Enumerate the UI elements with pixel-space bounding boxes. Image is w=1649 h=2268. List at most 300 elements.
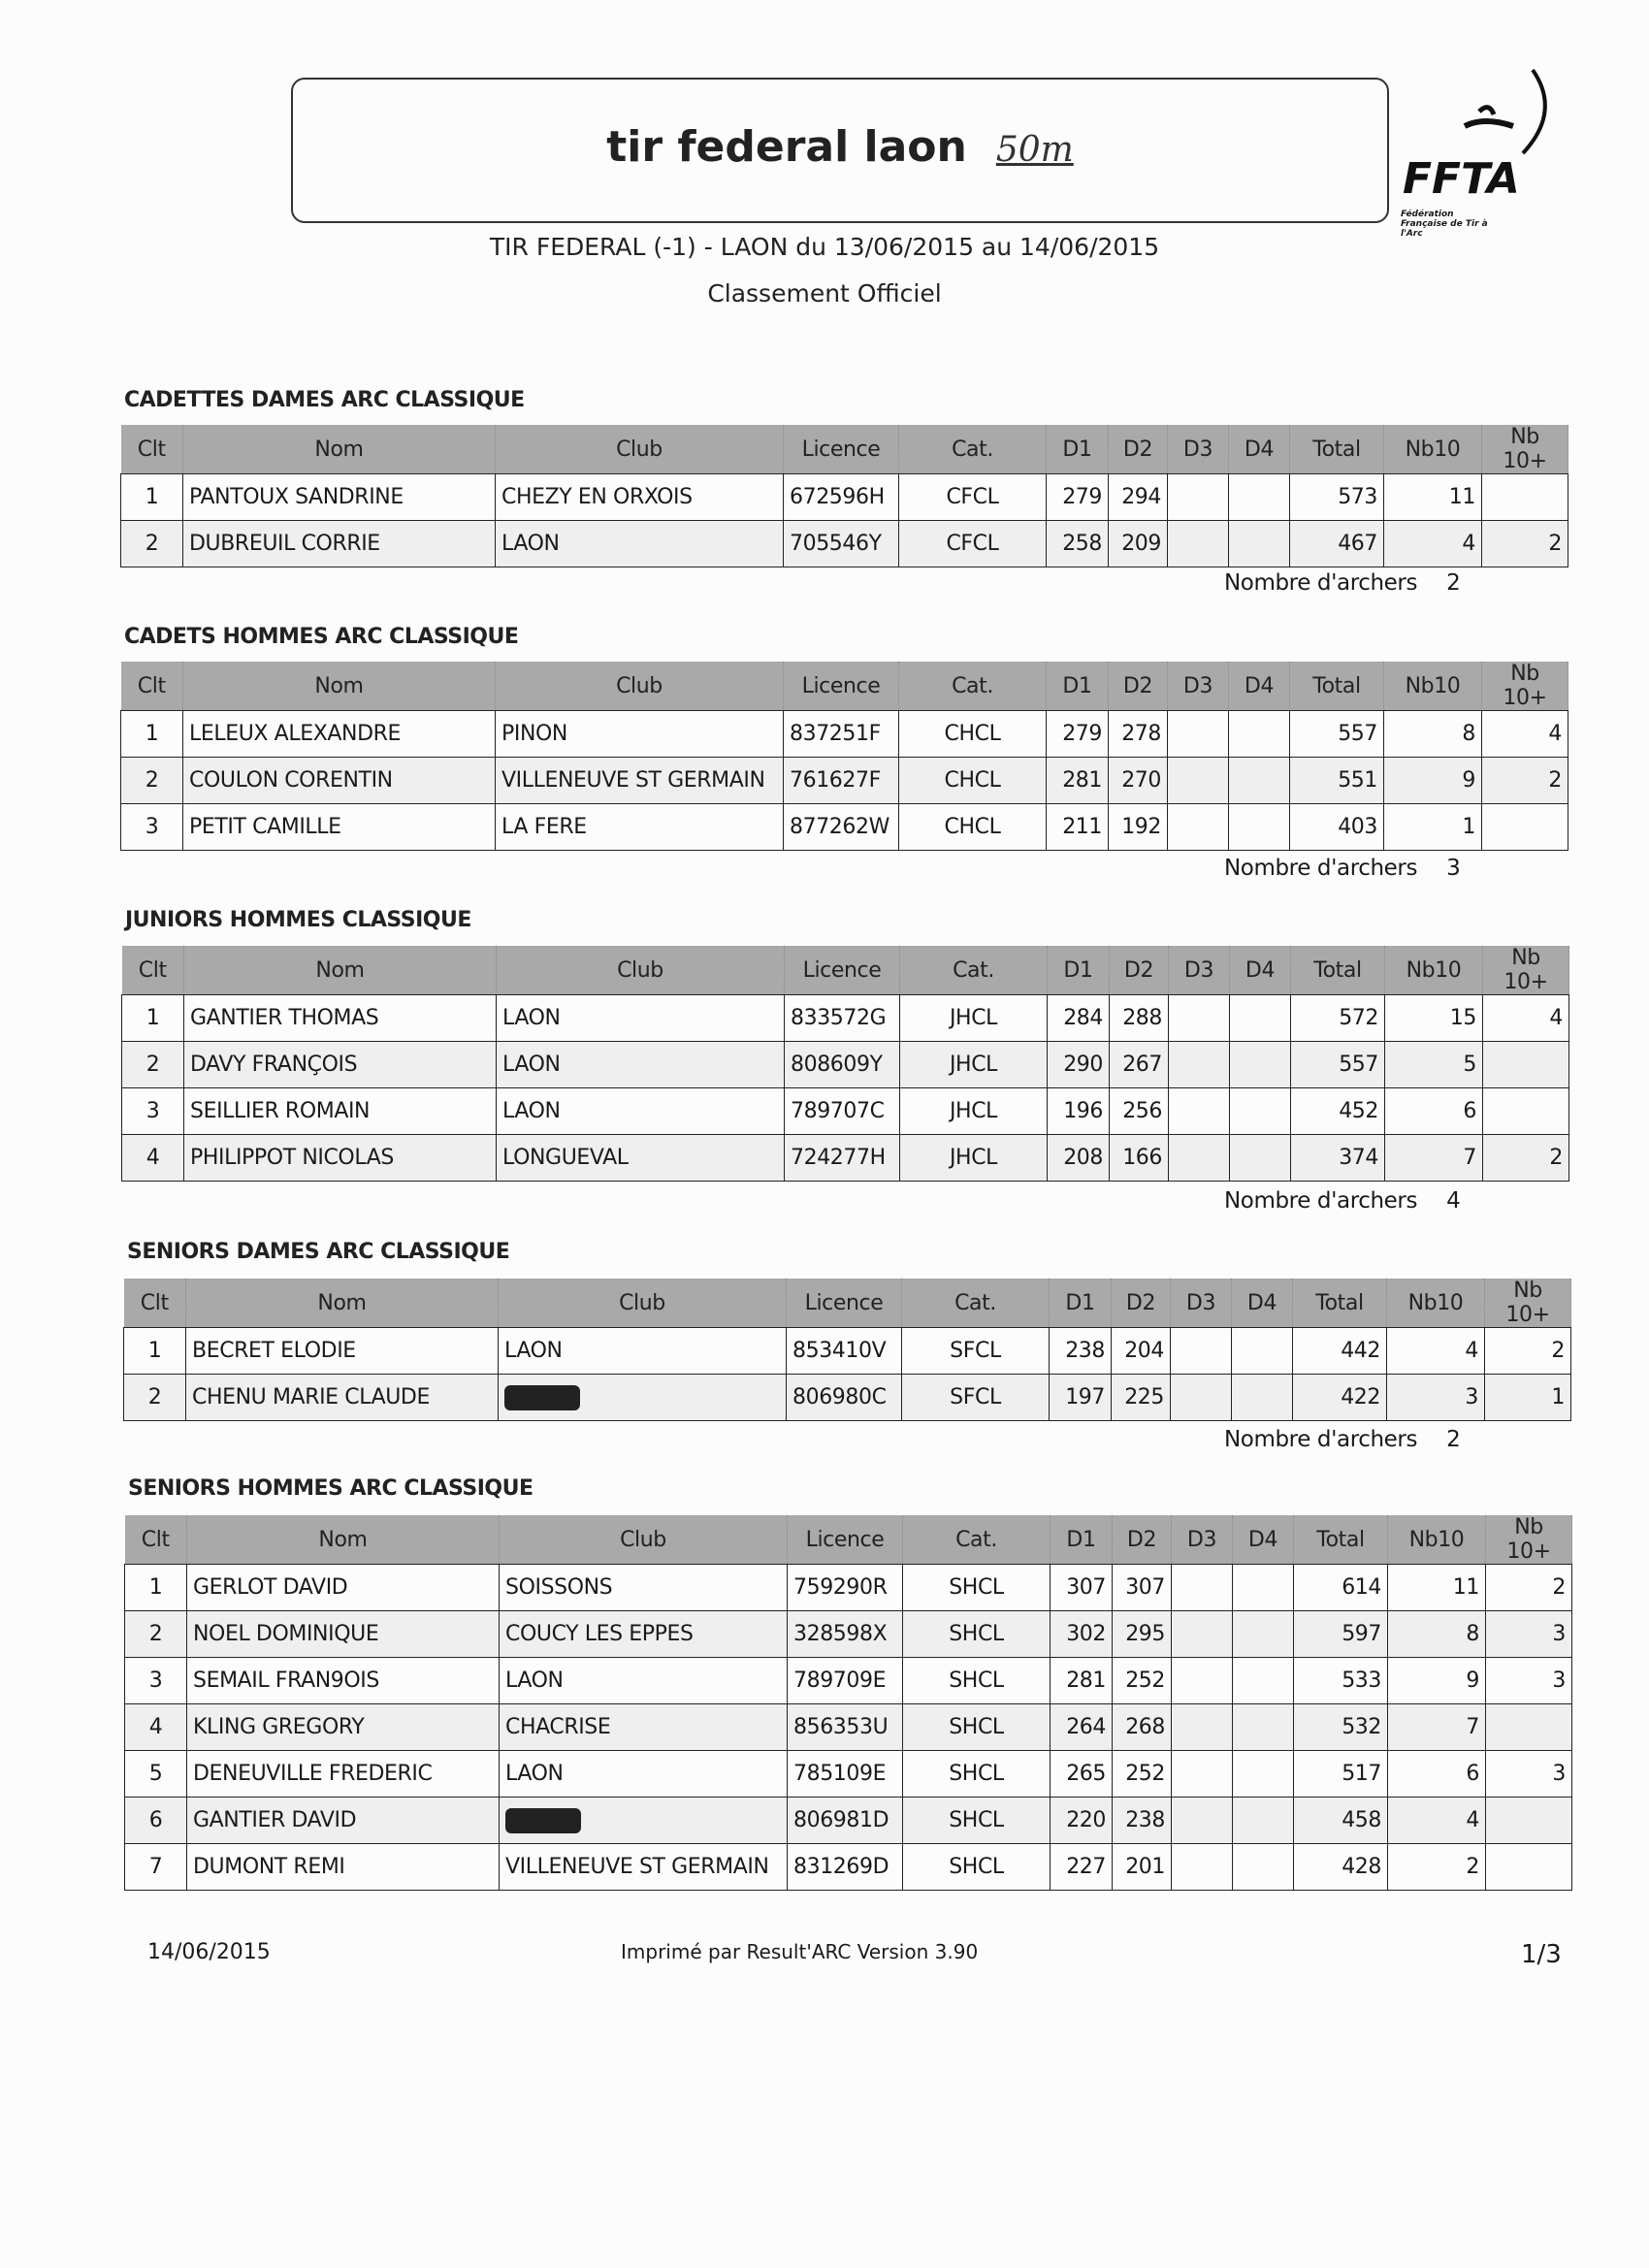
column-header: Nb 10+ <box>1483 946 1569 995</box>
cell-d4 <box>1230 1088 1291 1135</box>
cell-nom: BECRET ELODIE <box>186 1328 499 1375</box>
archer-count-label: Nombre d'archers <box>1224 856 1418 881</box>
cell-d2: 252 <box>1113 1751 1172 1798</box>
cell-nb10: 6 <box>1385 1088 1483 1135</box>
column-header: Nb10 <box>1384 662 1482 711</box>
cell-d3 <box>1172 1611 1233 1658</box>
cell-club: COUCY LES EPPES <box>500 1611 788 1658</box>
cell-clt: 2 <box>125 1611 187 1658</box>
cell-licence: 806981D <box>788 1798 903 1844</box>
table-header <box>121 662 1568 711</box>
cell-d3 <box>1172 1798 1233 1844</box>
column-header: Nom <box>186 1279 499 1328</box>
cell-d1: 197 <box>1050 1375 1112 1421</box>
cell-total: 551 <box>1290 758 1384 804</box>
cell-nb10: 7 <box>1388 1704 1486 1751</box>
cell-d3 <box>1172 1844 1233 1891</box>
column-header: Clt <box>121 662 183 711</box>
cell-nb10: 7 <box>1385 1135 1483 1182</box>
table-row <box>125 1565 1572 1611</box>
cell-cat: CHCL <box>899 758 1047 804</box>
page-number: 1/3 <box>1521 1940 1562 1969</box>
cell-nom: KLING GREGORY <box>187 1704 500 1751</box>
cell-d1: 279 <box>1047 474 1109 521</box>
table-row <box>121 804 1568 851</box>
cell-cat: CFCL <box>899 474 1047 521</box>
cell-licence: 759290R <box>788 1565 903 1611</box>
cell-clt: 3 <box>121 804 183 851</box>
cell-nb-10 <box>1486 1798 1572 1844</box>
cell-d4 <box>1233 1565 1294 1611</box>
cell-licence: 761627F <box>784 758 899 804</box>
cell-d1: 238 <box>1050 1328 1112 1375</box>
column-header: D3 <box>1171 1279 1232 1328</box>
cell-d2: 307 <box>1113 1565 1172 1611</box>
column-header: Cat. <box>903 1515 1051 1565</box>
cell-d2: 252 <box>1113 1658 1172 1704</box>
cell-club: LAON <box>497 1088 785 1135</box>
cell-licence: 806980C <box>787 1375 902 1421</box>
column-header: Nb 10+ <box>1485 1279 1571 1328</box>
cell-d2: 294 <box>1109 474 1168 521</box>
cell-nom: SEILLIER ROMAIN <box>184 1088 497 1135</box>
cell-d1: 307 <box>1051 1565 1113 1611</box>
cell-cat: SHCL <box>903 1844 1051 1891</box>
cell-nb10: 2 <box>1388 1844 1486 1891</box>
cell-clt: 2 <box>124 1375 186 1421</box>
cell-clt: 4 <box>125 1704 187 1751</box>
redaction-mark <box>504 1385 580 1410</box>
column-header: D4 <box>1229 662 1290 711</box>
redaction-mark <box>505 1808 581 1833</box>
cell-licence: 705546Y <box>784 521 899 567</box>
table-row <box>125 1658 1572 1704</box>
cell-d1: 211 <box>1047 804 1109 851</box>
cell-nb10: 9 <box>1384 758 1482 804</box>
section-title: SENIORS HOMMES ARC CLASSIQUE <box>128 1476 534 1501</box>
footer-date: 14/06/2015 <box>147 1940 271 1964</box>
cell-d3 <box>1169 1135 1230 1182</box>
cell-nb-10: 1 <box>1485 1375 1571 1421</box>
archer-count <box>1224 1188 1460 1214</box>
column-header: Cat. <box>902 1279 1050 1328</box>
cell-total: 572 <box>1291 995 1385 1042</box>
column-header: Licence <box>785 946 900 995</box>
cell-d2: 238 <box>1113 1798 1172 1844</box>
cell-d3 <box>1169 995 1230 1042</box>
cell-club: LAON <box>496 521 784 567</box>
table-row <box>125 1751 1572 1798</box>
title-text: tir federal laon <box>606 122 967 172</box>
cell-nb-10 <box>1482 474 1568 521</box>
cell-d4 <box>1233 1751 1294 1798</box>
cell-total: 597 <box>1294 1611 1388 1658</box>
cell-nb10: 8 <box>1388 1611 1486 1658</box>
column-header: Licence <box>784 425 899 474</box>
column-header: Clt <box>121 425 183 474</box>
cell-d1: 258 <box>1047 521 1109 567</box>
cell-cat: SHCL <box>903 1658 1051 1704</box>
cell-clt: 1 <box>124 1328 186 1375</box>
cell-total: 557 <box>1290 711 1384 758</box>
cell-d4 <box>1229 758 1290 804</box>
results-table <box>121 946 1569 1182</box>
cell-nb-10: 4 <box>1483 995 1569 1042</box>
cell-nom: DENEUVILLE FREDERIC <box>187 1751 500 1798</box>
table-header <box>124 1279 1571 1328</box>
cell-licence: 833572G <box>785 995 900 1042</box>
column-header: Clt <box>122 946 184 995</box>
column-header: D1 <box>1047 662 1109 711</box>
table-row <box>121 474 1568 521</box>
cell-total: 458 <box>1294 1798 1388 1844</box>
cell-d4 <box>1230 1135 1291 1182</box>
column-header: D4 <box>1233 1515 1294 1565</box>
cell-nom: DUMONT REMI <box>187 1844 500 1891</box>
cell-d1: 265 <box>1051 1751 1113 1798</box>
cell-d3 <box>1168 474 1229 521</box>
archer-count-label: Nombre d'archers <box>1224 1427 1418 1452</box>
column-header: Total <box>1291 946 1385 995</box>
cell-nb-10: 2 <box>1483 1135 1569 1182</box>
cell-nb-10 <box>1486 1704 1572 1751</box>
cell-cat: JHCL <box>900 1088 1048 1135</box>
cell-club: LAON <box>500 1751 788 1798</box>
cell-licence: 856353U <box>788 1704 903 1751</box>
cell-d1: 264 <box>1051 1704 1113 1751</box>
cell-cat: JHCL <box>900 1135 1048 1182</box>
cell-nom: GANTIER DAVID <box>187 1798 500 1844</box>
cell-nb-10: 3 <box>1486 1658 1572 1704</box>
results-table <box>120 662 1568 851</box>
cell-nom: LELEUX ALEXANDRE <box>183 711 496 758</box>
cell-nb10: 4 <box>1384 521 1482 567</box>
column-header: D3 <box>1168 662 1229 711</box>
cell-nb-10: 2 <box>1486 1565 1572 1611</box>
cell-nb-10: 3 <box>1486 1611 1572 1658</box>
table-row <box>125 1844 1572 1891</box>
column-header: Nb 10+ <box>1482 425 1568 474</box>
cell-cat: SHCL <box>903 1704 1051 1751</box>
cell-total: 422 <box>1293 1375 1387 1421</box>
cell-d4 <box>1229 474 1290 521</box>
cell-total: 428 <box>1294 1844 1388 1891</box>
cell-clt: 3 <box>125 1658 187 1704</box>
column-header: Nb10 <box>1385 946 1483 995</box>
column-header: Nb10 <box>1388 1515 1486 1565</box>
document-title <box>293 122 1387 172</box>
cell-clt: 4 <box>122 1135 184 1182</box>
cell-d1: 302 <box>1051 1611 1113 1658</box>
cell-d1: 281 <box>1047 758 1109 804</box>
cell-d2: 256 <box>1110 1088 1169 1135</box>
cell-d4 <box>1230 1042 1291 1088</box>
column-header: Nom <box>184 946 497 995</box>
cell-clt: 5 <box>125 1751 187 1798</box>
cell-club: LAON <box>500 1658 788 1704</box>
cell-nom: SEMAIL FRAN9OIS <box>187 1658 500 1704</box>
cell-total: 467 <box>1290 521 1384 567</box>
cell-nb10: 4 <box>1388 1798 1486 1844</box>
archer-count-label: Nombre d'archers <box>1224 570 1418 596</box>
cell-d3 <box>1172 1658 1233 1704</box>
archer-count <box>1224 856 1460 881</box>
column-header: Licence <box>787 1279 902 1328</box>
cell-nom: GANTIER THOMAS <box>184 995 497 1042</box>
logo-subtext: Fédération Française de Tir à l'Arc <box>1401 210 1488 239</box>
cell-cat: JHCL <box>900 995 1048 1042</box>
cell-licence: 877262W <box>784 804 899 851</box>
cell-d1: 208 <box>1048 1135 1110 1182</box>
cell-total: 517 <box>1294 1751 1388 1798</box>
section-title: JUNIORS HOMMES CLASSIQUE <box>125 908 471 932</box>
cell-d2: 204 <box>1112 1328 1171 1375</box>
cell-d3 <box>1171 1375 1232 1421</box>
cell-total: 557 <box>1291 1042 1385 1088</box>
cell-d2: 209 <box>1109 521 1168 567</box>
cell-licence: 831269D <box>788 1844 903 1891</box>
cell-d4 <box>1233 1844 1294 1891</box>
ffta-logo <box>1397 68 1552 243</box>
cell-cat: SHCL <box>903 1611 1051 1658</box>
cell-nom: PHILIPPOT NICOLAS <box>184 1135 497 1182</box>
table-row <box>125 1798 1572 1844</box>
cell-d4 <box>1233 1611 1294 1658</box>
cell-d4 <box>1229 804 1290 851</box>
column-header: D2 <box>1109 425 1168 474</box>
section-title: CADETS HOMMES ARC CLASSIQUE <box>124 625 519 649</box>
cell-total: 452 <box>1291 1088 1385 1135</box>
column-header: Nb10 <box>1384 425 1482 474</box>
cell-nb-10 <box>1482 804 1568 851</box>
cell-d1: 279 <box>1047 711 1109 758</box>
cell-licence: 808609Y <box>785 1042 900 1088</box>
table-row <box>125 1704 1572 1751</box>
column-header: Nb10 <box>1387 1279 1485 1328</box>
table-row <box>122 995 1569 1042</box>
column-header: D3 <box>1168 425 1229 474</box>
results-table <box>124 1515 1572 1891</box>
logo-text: FFTA <box>1403 154 1520 204</box>
cell-nb10: 1 <box>1384 804 1482 851</box>
cell-cat: JHCL <box>900 1042 1048 1088</box>
table-row <box>121 758 1568 804</box>
results-table <box>123 1279 1571 1421</box>
column-header: D3 <box>1172 1515 1233 1565</box>
column-header: Club <box>496 662 784 711</box>
cell-d3 <box>1168 804 1229 851</box>
cell-nb10: 11 <box>1388 1565 1486 1611</box>
column-header: Nb 10+ <box>1482 662 1568 711</box>
results-table <box>120 425 1568 567</box>
cell-clt: 2 <box>121 521 183 567</box>
cell-nom: COULON CORENTIN <box>183 758 496 804</box>
cell-club: VILLENEUVE ST GERMAIN <box>500 1844 788 1891</box>
cell-d2: 225 <box>1112 1375 1171 1421</box>
cell-clt: 1 <box>121 711 183 758</box>
cell-cat: SHCL <box>903 1751 1051 1798</box>
archer-count <box>1224 1427 1460 1452</box>
cell-clt: 2 <box>121 758 183 804</box>
cell-cat: CHCL <box>899 711 1047 758</box>
cell-licence: 853410V <box>787 1328 902 1375</box>
cell-cat: SHCL <box>903 1798 1051 1844</box>
cell-nb-10: 3 <box>1486 1751 1572 1798</box>
column-header: Clt <box>124 1279 186 1328</box>
archer-count <box>1224 570 1460 596</box>
column-header: Cat. <box>900 946 1048 995</box>
cell-d3 <box>1168 711 1229 758</box>
table-header <box>125 1515 1572 1565</box>
cell-d1: 284 <box>1048 995 1110 1042</box>
cell-d4 <box>1233 1704 1294 1751</box>
column-header: Licence <box>784 662 899 711</box>
column-header: D1 <box>1047 425 1109 474</box>
cell-nb10: 15 <box>1385 995 1483 1042</box>
cell-nom: DAVY FRANÇOIS <box>184 1042 497 1088</box>
cell-d4 <box>1233 1798 1294 1844</box>
cell-nb-10: 2 <box>1482 521 1568 567</box>
cell-nom: DUBREUIL CORRIE <box>183 521 496 567</box>
cell-licence: 724277H <box>785 1135 900 1182</box>
cell-club: VILLENEUVE ST GERMAIN <box>496 758 784 804</box>
cell-d3 <box>1172 1704 1233 1751</box>
archer-count-value: 2 <box>1446 570 1461 596</box>
cell-nb-10: 4 <box>1482 711 1568 758</box>
cell-d1: 220 <box>1051 1798 1113 1844</box>
cell-club: CHEZY EN ORXOIS <box>496 474 784 521</box>
cell-d4 <box>1232 1375 1293 1421</box>
table-row <box>121 711 1568 758</box>
table-row <box>122 1135 1569 1182</box>
column-header: Total <box>1290 662 1384 711</box>
column-header: Licence <box>788 1515 903 1565</box>
cell-clt: 1 <box>125 1565 187 1611</box>
cell-cat: CHCL <box>899 804 1047 851</box>
cell-clt: 6 <box>125 1798 187 1844</box>
cell-nb10: 3 <box>1387 1375 1485 1421</box>
cell-total: 442 <box>1293 1328 1387 1375</box>
column-header: Club <box>499 1279 787 1328</box>
cell-clt: 3 <box>122 1088 184 1135</box>
cell-cat: SFCL <box>902 1328 1050 1375</box>
cell-d2: 201 <box>1113 1844 1172 1891</box>
cell-cat: SFCL <box>902 1375 1050 1421</box>
table-header <box>121 425 1568 474</box>
cell-d2: 270 <box>1109 758 1168 804</box>
cell-licence: 789707C <box>785 1088 900 1135</box>
cell-d4 <box>1229 521 1290 567</box>
cell-d3 <box>1169 1042 1230 1088</box>
cell-club <box>500 1798 788 1844</box>
cell-licence: 785109E <box>788 1751 903 1798</box>
cell-clt: 1 <box>122 995 184 1042</box>
archer-count-value: 2 <box>1446 1427 1461 1452</box>
cell-d4 <box>1229 711 1290 758</box>
cell-total: 533 <box>1294 1658 1388 1704</box>
cell-total: 532 <box>1294 1704 1388 1751</box>
column-header: Clt <box>125 1515 187 1565</box>
column-header: Club <box>496 425 784 474</box>
table-row <box>125 1611 1572 1658</box>
column-header: Club <box>497 946 785 995</box>
cell-clt: 1 <box>121 474 183 521</box>
column-header: Club <box>500 1515 788 1565</box>
cell-licence: 789709E <box>788 1658 903 1704</box>
cell-clt: 2 <box>122 1042 184 1088</box>
title-box <box>291 78 1389 223</box>
ranking-type: Classement Officiel <box>707 279 942 308</box>
column-header: D4 <box>1230 946 1291 995</box>
cell-d3 <box>1172 1565 1233 1611</box>
cell-nb-10 <box>1486 1844 1572 1891</box>
cell-nb10: 6 <box>1388 1751 1486 1798</box>
cell-d2: 295 <box>1113 1611 1172 1658</box>
cell-nb10: 4 <box>1387 1328 1485 1375</box>
cell-d2: 192 <box>1109 804 1168 851</box>
cell-total: 614 <box>1294 1565 1388 1611</box>
table-row <box>122 1088 1569 1135</box>
cell-licence: 328598X <box>788 1611 903 1658</box>
cell-d2: 267 <box>1110 1042 1169 1088</box>
cell-total: 374 <box>1291 1135 1385 1182</box>
cell-club: LONGUEVAL <box>497 1135 785 1182</box>
cell-d4 <box>1233 1658 1294 1704</box>
cell-licence: 672596H <box>784 474 899 521</box>
column-header: Total <box>1294 1515 1388 1565</box>
cell-nb10: 9 <box>1388 1658 1486 1704</box>
column-header: Total <box>1290 425 1384 474</box>
cell-nom: PETIT CAMILLE <box>183 804 496 851</box>
cell-d3 <box>1171 1328 1232 1375</box>
column-header: D1 <box>1051 1515 1113 1565</box>
column-header: D2 <box>1109 662 1168 711</box>
cell-d4 <box>1230 995 1291 1042</box>
cell-d3 <box>1168 521 1229 567</box>
cell-total: 573 <box>1290 474 1384 521</box>
cell-nb10: 11 <box>1384 474 1482 521</box>
cell-cat: SHCL <box>903 1565 1051 1611</box>
cell-clt: 7 <box>125 1844 187 1891</box>
cell-nom: NOEL DOMINIQUE <box>187 1611 500 1658</box>
cell-total: 403 <box>1290 804 1384 851</box>
cell-club: PINON <box>496 711 784 758</box>
cell-d1: 281 <box>1051 1658 1113 1704</box>
table-row <box>124 1375 1571 1421</box>
handwritten-note: 50m <box>995 130 1074 170</box>
cell-club: LAON <box>497 995 785 1042</box>
cell-nb-10: 2 <box>1482 758 1568 804</box>
column-header: Nom <box>183 425 496 474</box>
cell-club: SOISSONS <box>500 1565 788 1611</box>
cell-nb-10: 2 <box>1485 1328 1571 1375</box>
column-header: Total <box>1293 1279 1387 1328</box>
cell-d4 <box>1232 1328 1293 1375</box>
cell-d2: 268 <box>1113 1704 1172 1751</box>
cell-nb10: 8 <box>1384 711 1482 758</box>
cell-nb10: 5 <box>1385 1042 1483 1088</box>
cell-d2: 278 <box>1109 711 1168 758</box>
cell-club <box>499 1375 787 1421</box>
column-header: Nom <box>187 1515 500 1565</box>
column-header: D4 <box>1229 425 1290 474</box>
table-row <box>122 1042 1569 1088</box>
column-header: D1 <box>1048 946 1110 995</box>
column-header: D3 <box>1169 946 1230 995</box>
column-header: Cat. <box>899 425 1047 474</box>
cell-club: LAON <box>497 1042 785 1088</box>
cell-d2: 288 <box>1110 995 1169 1042</box>
